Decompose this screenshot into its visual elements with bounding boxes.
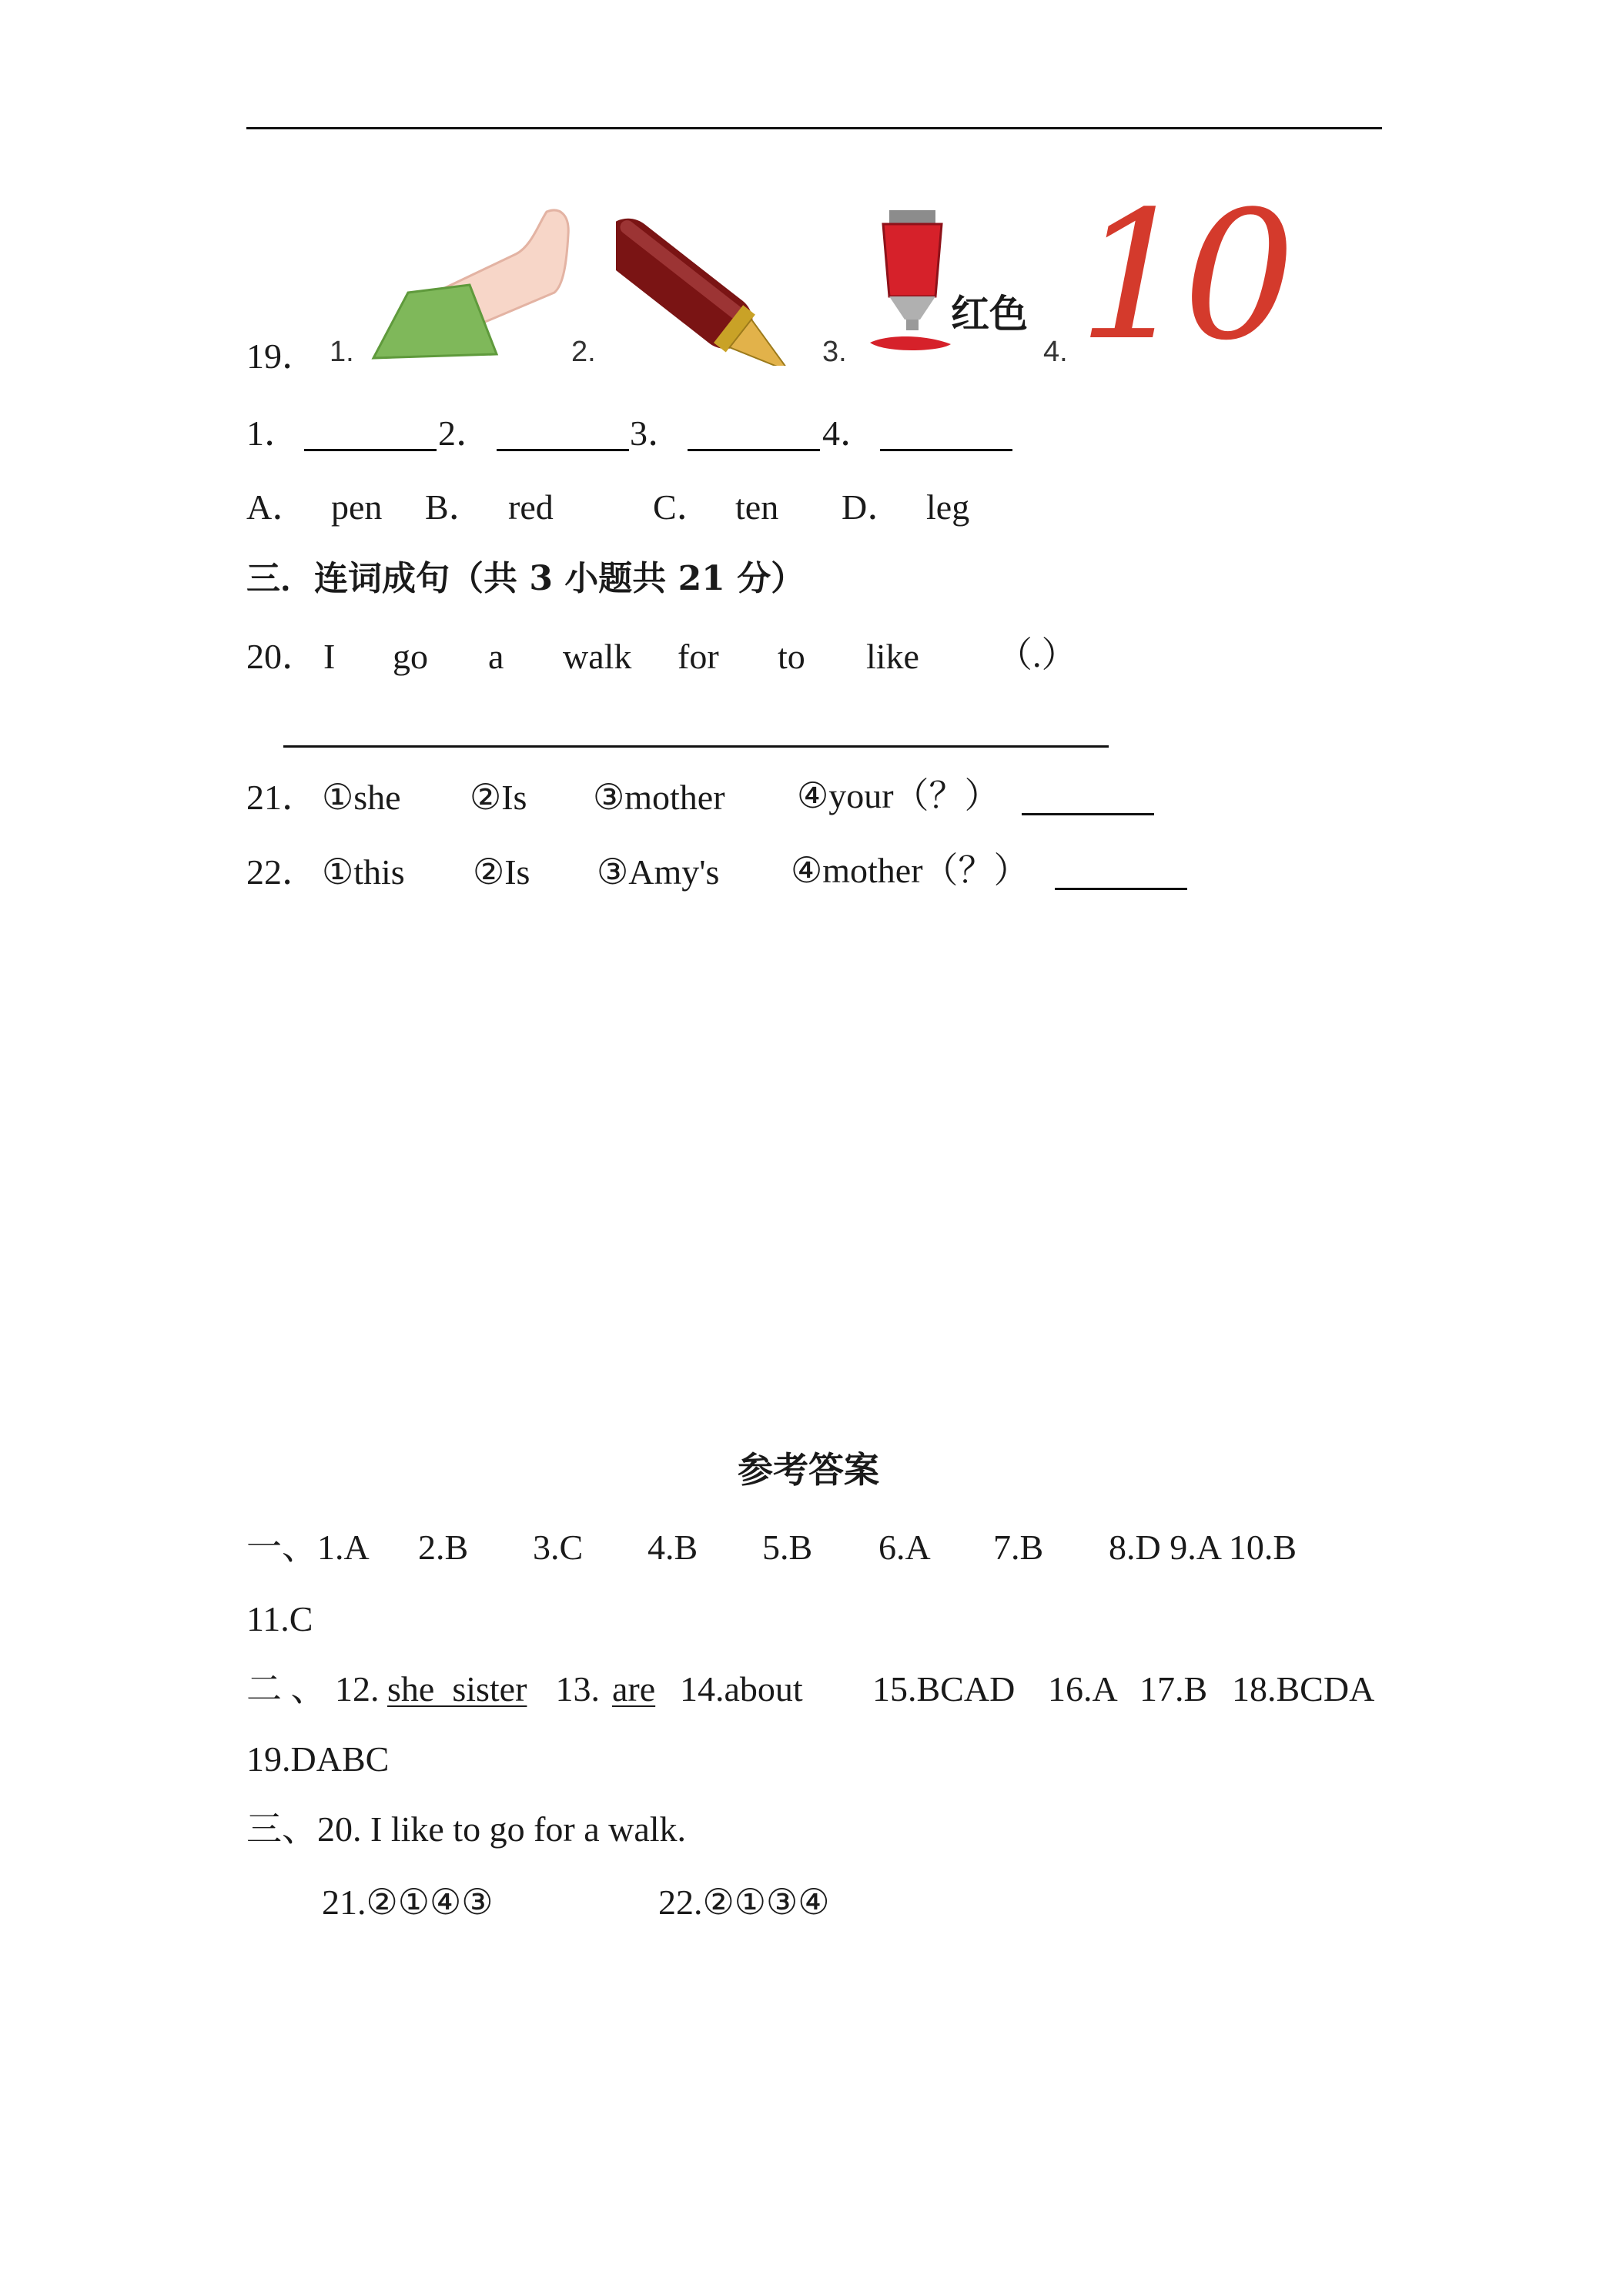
option-a-word: pen: [331, 487, 383, 527]
q21-word-3: ③mother: [593, 778, 725, 817]
answers-line1-1: 一、1.A: [246, 1528, 370, 1567]
q20-punctuation: （.）: [997, 635, 1077, 674]
q21-word-2: ②Is: [470, 778, 527, 817]
q22-number: 22．: [246, 852, 317, 892]
q20-word-7: like: [866, 637, 919, 676]
answer-blank-1[interactable]: [304, 449, 437, 451]
answers-line1-4: 4.B: [648, 1528, 698, 1567]
answer-18: 18.BCDA: [1232, 1669, 1375, 1709]
q20-word-5: for: [678, 637, 719, 676]
option-c-word: ten: [735, 487, 779, 527]
image-label-1: 1.: [330, 336, 354, 368]
answers-line1-7: 7.B: [993, 1528, 1044, 1567]
answers-line4: 19.DABC: [246, 1739, 390, 1779]
paint-label: 红色: [951, 292, 1028, 336]
answer-17: 17.B: [1139, 1669, 1208, 1709]
q20-word-2: go: [393, 637, 428, 676]
ten-figure: 10: [1078, 174, 1288, 380]
q20-word-6: to: [778, 637, 805, 676]
answer-label-4: 4．: [822, 413, 875, 453]
paint-tube-picture: [866, 204, 959, 358]
pen-picture: [616, 200, 824, 366]
section3-heading: 三．连词成句（共 3 小题共 21 分）: [246, 559, 805, 598]
q22-word-3: ③Amy's: [597, 852, 720, 892]
answers-line3-mid: 13.: [547, 1669, 600, 1709]
answer-label-2: 2．: [438, 413, 491, 453]
answers-line1-6: 6.A: [878, 1528, 931, 1567]
option-d-letter: D．: [842, 487, 903, 527]
answer-16: 16.A: [1048, 1669, 1118, 1709]
q22-answer-blank[interactable]: [1055, 888, 1187, 890]
q21-answer-blank[interactable]: [1022, 813, 1154, 815]
q22-word-1: ①this: [322, 852, 405, 892]
q22-word-2: ②Is: [473, 852, 530, 892]
answers-line2: 11.C: [246, 1599, 313, 1638]
q20-number: 20．: [246, 637, 317, 676]
q20-word-3: a: [488, 637, 504, 676]
image-label-2: 2.: [571, 336, 596, 368]
option-c-letter: C．: [653, 487, 712, 527]
answer-blank-4[interactable]: [880, 449, 1012, 451]
answers-line3-prefix: 二 、 12.: [246, 1669, 380, 1709]
q21-word-4: ④your（？）: [797, 776, 1000, 815]
answer-21: 21.②①④③: [322, 1883, 494, 1922]
answer-13: are: [612, 1669, 656, 1709]
answers-line1-3: 3.C: [533, 1528, 584, 1567]
option-a-letter: A．: [246, 487, 308, 527]
q20-word-4: walk: [563, 637, 632, 676]
q22-word-4: ④mother（？）: [791, 851, 1029, 890]
answer-blank-2[interactable]: [497, 449, 629, 451]
answer-15: 15.BCAD: [872, 1669, 1016, 1709]
option-d-word: leg: [926, 487, 970, 527]
q20-word-1: I: [323, 637, 336, 676]
answer-12: she sister: [387, 1669, 527, 1709]
answers-line1-5: 5.B: [762, 1528, 813, 1567]
answers-line1-2: 2.B: [418, 1528, 469, 1567]
q21-number: 21．: [246, 778, 317, 817]
answer-14: 14.about: [680, 1669, 803, 1709]
answer-key-title: 参考答案: [738, 1449, 879, 1491]
q21-word-1: ①she: [322, 778, 401, 817]
answers-line5: 三、20. I like to go for a walk.: [246, 1809, 687, 1849]
answer-22: 22.②①③④: [658, 1883, 830, 1922]
option-b-word: red: [508, 487, 554, 527]
image-label-3: 3.: [822, 336, 847, 368]
q20-answer-blank[interactable]: [283, 745, 1109, 748]
leg-picture: [362, 200, 577, 362]
option-b-letter: B．: [425, 487, 484, 527]
answer-label-1: 1．: [246, 413, 300, 453]
answer-label-3: 3．: [630, 413, 683, 453]
header-rule: [246, 127, 1382, 129]
q19-number: 19．: [246, 336, 317, 376]
image-label-4: 4.: [1043, 336, 1068, 368]
answers-line1-8: 8.D 9.A 10.B: [1109, 1528, 1297, 1567]
answer-blank-3[interactable]: [688, 449, 820, 451]
